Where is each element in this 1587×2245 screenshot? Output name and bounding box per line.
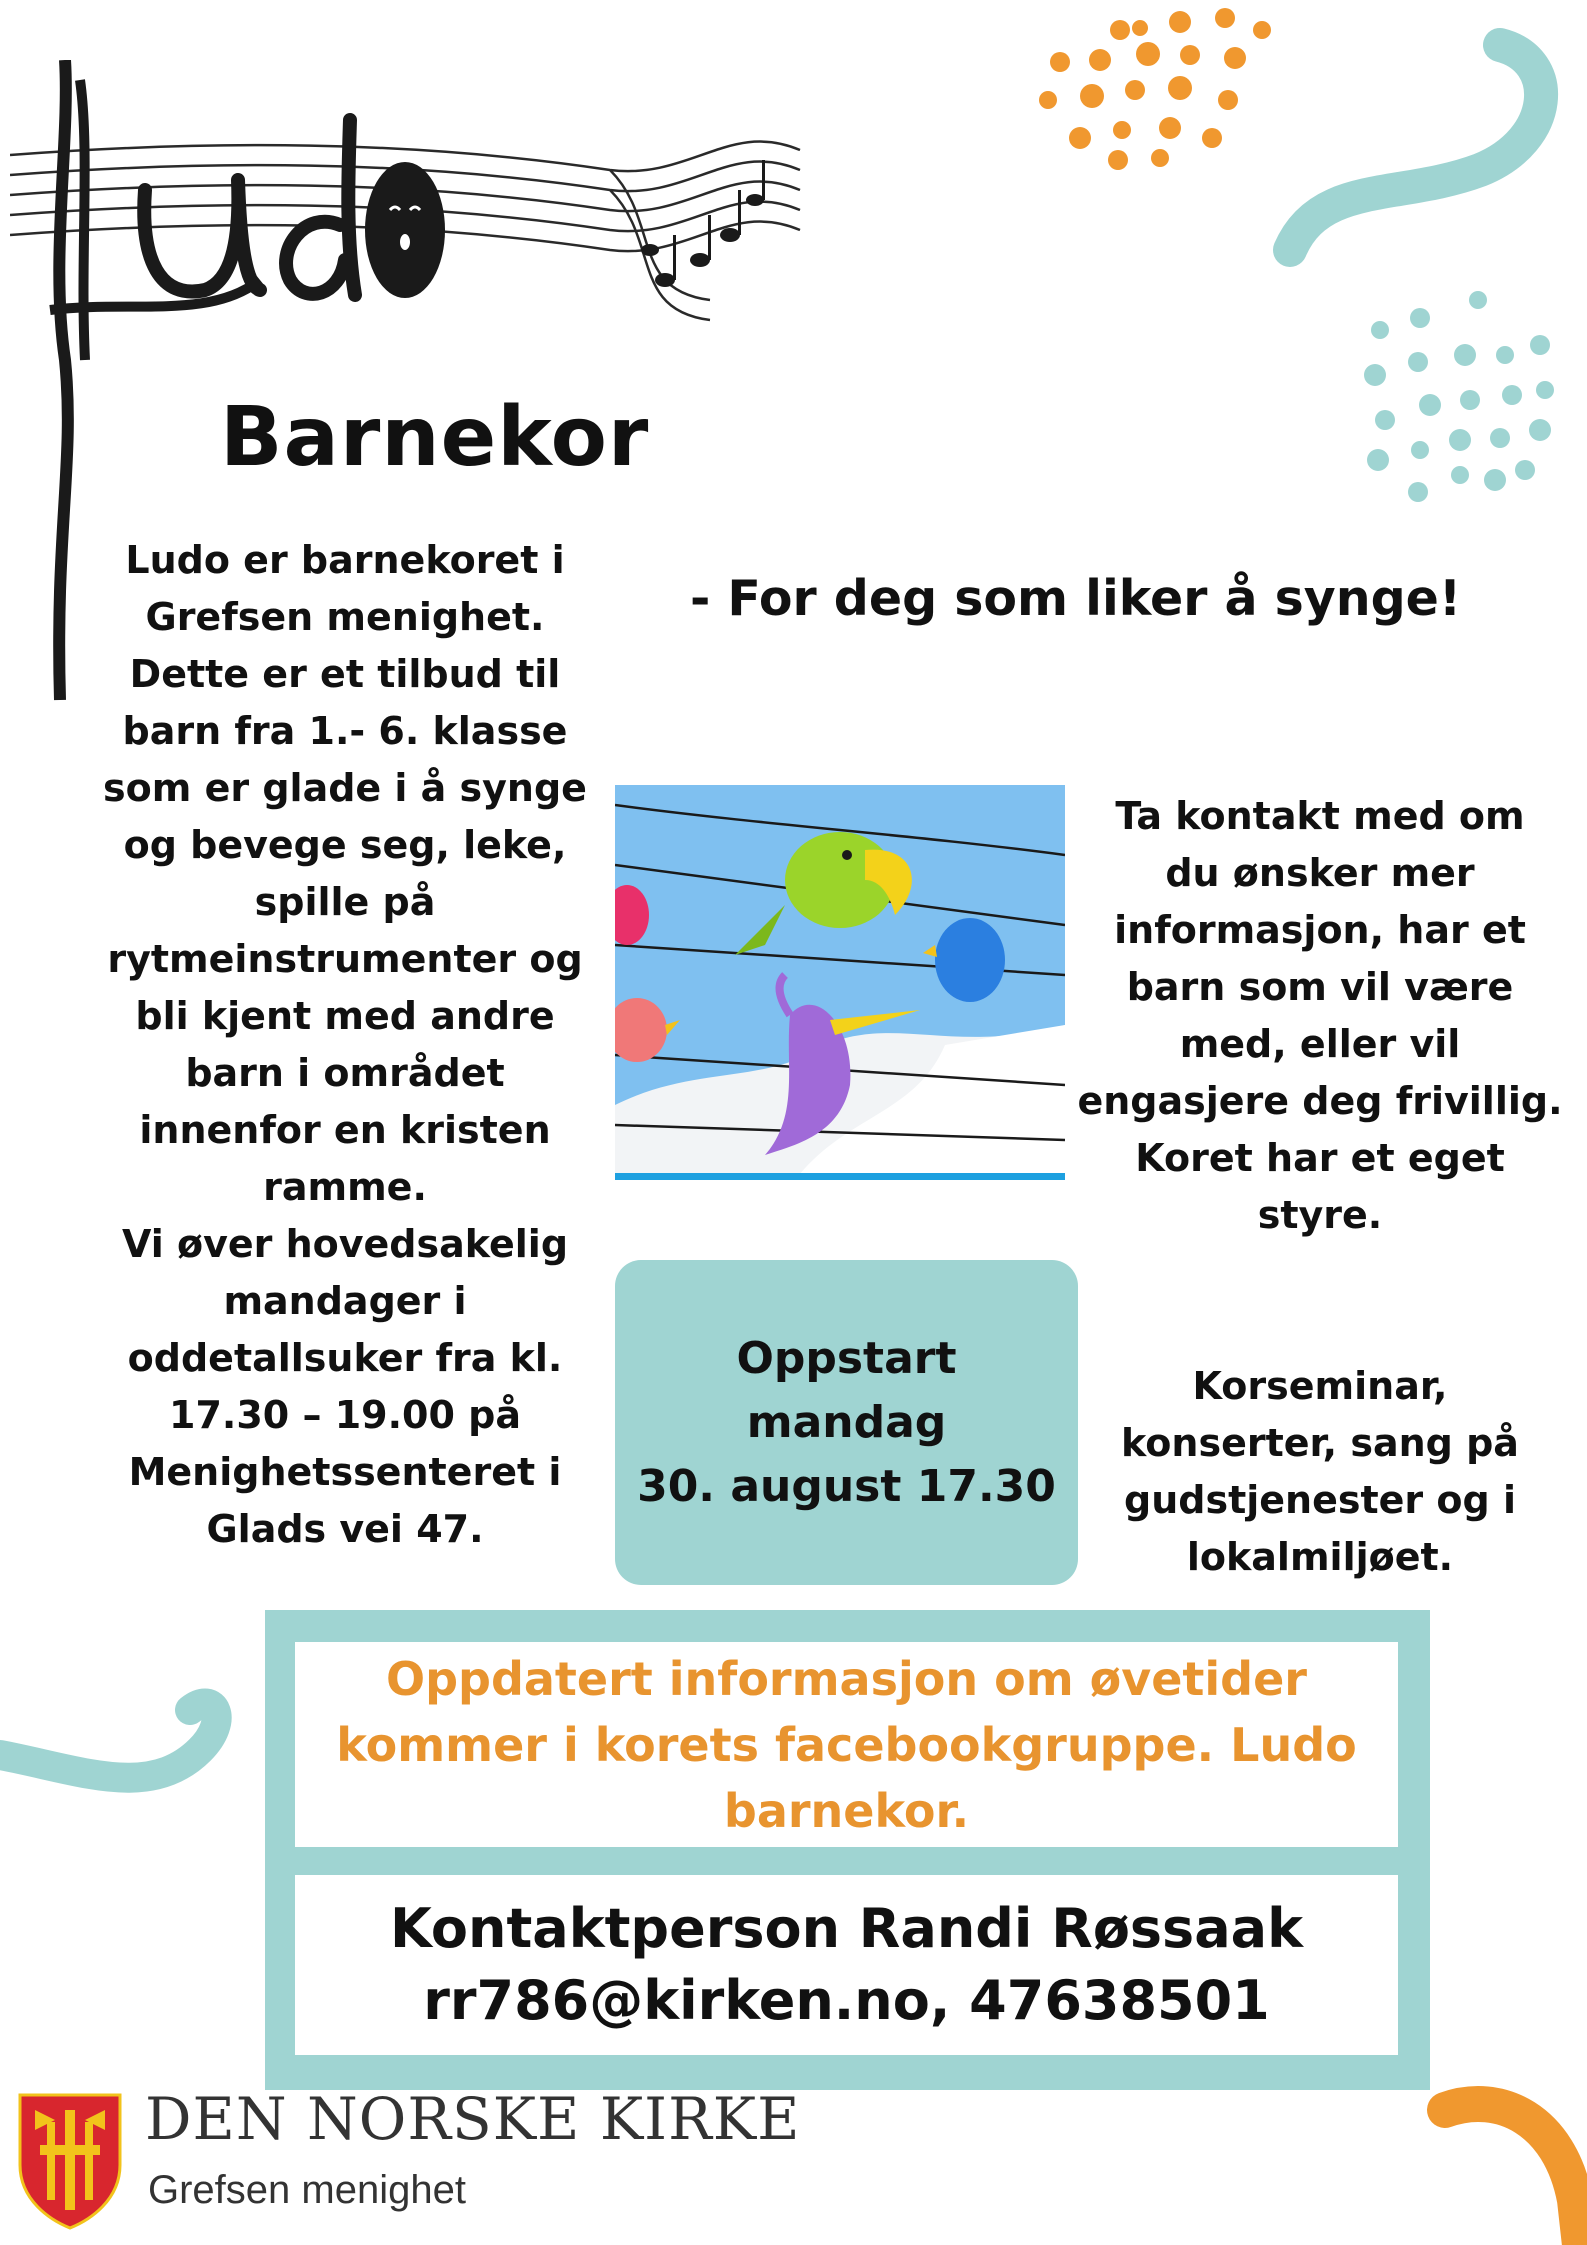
- intro-line: bli kjent med andre: [135, 994, 555, 1038]
- intro-line: og bevege seg, leke,: [123, 823, 567, 867]
- contact-info-line: barn som vil være: [1126, 965, 1514, 1009]
- orange-dots-top: [1039, 8, 1271, 170]
- activities-text: [1105, 1358, 1535, 1586]
- church-shield-icon: [15, 2090, 125, 2230]
- intro-line: spille på: [254, 880, 436, 924]
- intro-line: oddetallsuker fra kl.: [127, 1336, 563, 1380]
- contact-info-line: styre.: [1257, 1193, 1383, 1237]
- activities-line: Korseminar,: [1192, 1364, 1448, 1408]
- start-label: Oppstart: [736, 1332, 957, 1384]
- contact-info-line: Koret har et eget: [1135, 1136, 1505, 1180]
- intro-line: ramme.: [263, 1165, 427, 1209]
- parish-name: Grefsen menighet: [148, 2168, 466, 2212]
- intro-line: barn fra 1.- 6. klasse: [122, 709, 568, 753]
- update-notice-text: Oppdatert informasjon om øvetider kommer i korets facebookgruppe. Ludo barnekor.: [336, 1651, 1357, 1838]
- intro-line: som er glade i å synge: [103, 766, 587, 810]
- contact-person-details: rr786@kirken.no, 47638501: [423, 1969, 1270, 2032]
- contact-info-line: du ønsker mer: [1165, 851, 1475, 895]
- contact-info: [1070, 788, 1570, 1244]
- org-name: DEN NORSKE KIRKE: [145, 2085, 801, 2153]
- contact-info-line: engasjere deg frivillig.: [1077, 1079, 1563, 1123]
- contact-person-box: [295, 1875, 1398, 2055]
- start-date: 30. august 17.30: [637, 1460, 1056, 1512]
- intro-line: barn i området: [185, 1051, 505, 1095]
- intro-line: Ludo er barnekoret i: [125, 538, 565, 582]
- intro-line: Menighetssenteret i: [128, 1450, 562, 1494]
- intro-line: 17.30 – 19.00 på: [169, 1393, 521, 1437]
- birds-illustration: [615, 785, 1065, 1180]
- contact-info-line: Ta kontakt med om: [1115, 794, 1525, 838]
- tagline: - For deg som liker å synge!: [690, 570, 1462, 627]
- start-date-box: [615, 1260, 1078, 1585]
- activities-line: gudstjenester og i: [1124, 1478, 1516, 1522]
- intro-line: Dette er et tilbud til: [129, 652, 561, 696]
- teal-dots: [1364, 291, 1554, 502]
- intro-line: Grefsen menighet.: [145, 595, 545, 639]
- contact-info-line: med, eller vil: [1179, 1022, 1461, 1066]
- contact-info-line: informasjon, har et: [1114, 908, 1526, 952]
- activities-line: lokalmiljøet.: [1186, 1535, 1454, 1579]
- start-weekday: mandag: [746, 1396, 947, 1448]
- intro-line: Glads vei 47.: [206, 1507, 484, 1551]
- intro-line: rytmeinstrumenter og: [107, 937, 583, 981]
- intro-line: innenfor en kristen: [139, 1108, 551, 1152]
- update-notice-box: [295, 1642, 1398, 1847]
- contact-person-name: Kontaktperson Randi Røssaak: [390, 1897, 1303, 1960]
- intro-line: mandager i: [223, 1279, 467, 1323]
- activities-line: konserter, sang på: [1121, 1421, 1519, 1465]
- intro-text: [95, 532, 595, 1558]
- intro-line: Vi øver hovedsakelig: [121, 1222, 569, 1266]
- page-subtitle: Barnekor: [220, 390, 650, 485]
